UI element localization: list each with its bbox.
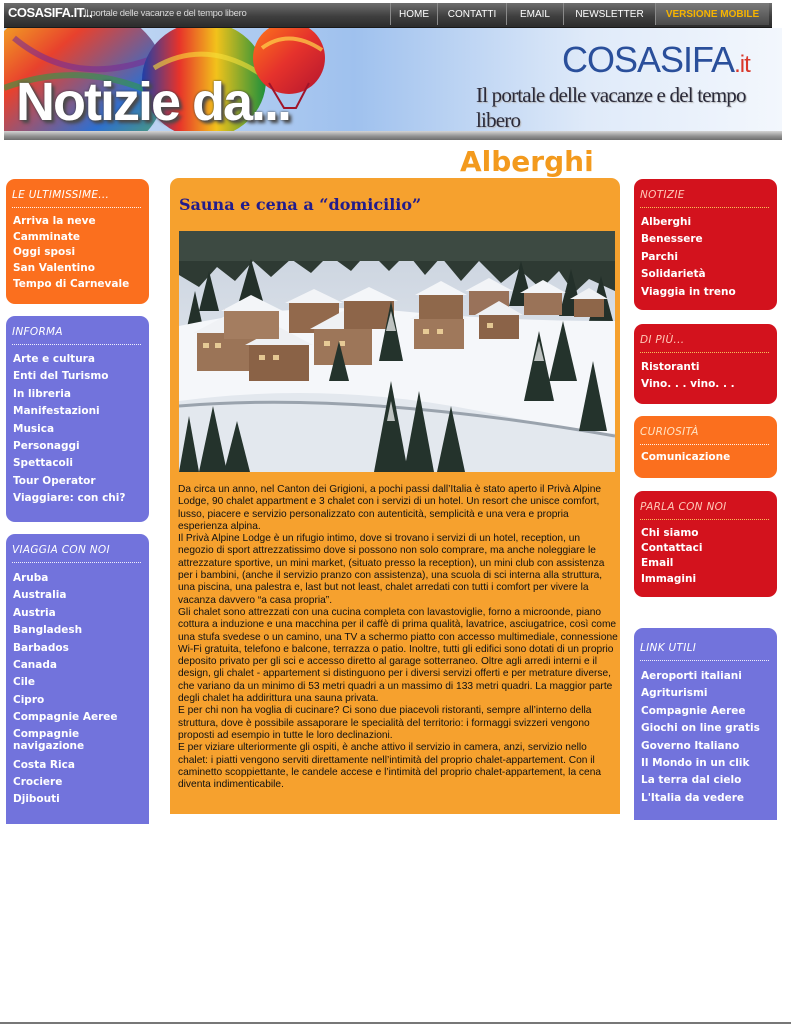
list-item[interactable]: Arte e cultura — [13, 353, 95, 365]
informa-box — [6, 316, 149, 522]
list-item[interactable]: Tempo di Carnevale — [13, 277, 130, 290]
list-item[interactable]: Cipro — [13, 693, 45, 706]
list-item[interactable]: Tour Operator — [13, 474, 96, 487]
article-paragraph: E per viziare ulteriormente gli ospiti, è anche attivo il servizio in camera, anzi, servizio nello chalet: i piatti vengono serviti direttamente nell’intimità del proprio chalet-appartement. Con il caminetto scoppiettante, le candele accese e l’intimità del proprio chalet-appartement, la cena diventa indimenticabile. — [178, 742, 602, 791]
article-title: Sauna e cena a “domicilio” — [179, 195, 422, 214]
list-item[interactable]: In libreria — [13, 387, 71, 400]
box-title: DI PIÙ... — [640, 334, 685, 346]
list-item[interactable]: Camminate — [13, 230, 80, 243]
list-item[interactable]: Solidarietà — [641, 268, 706, 281]
list-item[interactable]: Cile — [13, 676, 36, 689]
banner-title: Notizie da... — [16, 72, 291, 132]
article-image-snowy-resort — [179, 231, 615, 472]
list-item[interactable]: Crociere — [13, 776, 63, 789]
article-paragraph: Il Privà Alpine Lodge è un rifugio intimo, dove si trovano i servizi di un hotel, reception, un negozio di sport attrezzatissimo dove si possono non solo comprare, ma anche noleggiare le attrezzature sportive, un mini market, (situato presso la reception), un mini club con assistenza per i bambini, (anche il servizio pranzo con assistenza), una scuola di sci interna alla struttura, una piscina, una palestra e, last but not least, chalet arredati con tutti i comfort per vivere la vacanza davvero “a casa propria”. — [178, 533, 605, 606]
curiosita-list — [641, 449, 730, 466]
section-title: Alberghi — [460, 145, 594, 178]
list-item[interactable]: Enti del Turismo — [13, 370, 109, 383]
ultimissime-list — [13, 214, 129, 293]
list-item[interactable]: Contattaci — [641, 542, 703, 555]
nav-versione-mobile-link[interactable]: VERSIONE MOBILE — [655, 3, 769, 25]
box-title: CURIOSITÀ — [640, 426, 699, 438]
link-utili-list — [641, 668, 760, 807]
box-title: INFORMA — [12, 326, 63, 338]
box-title: VIAGGIA CON NOI — [12, 544, 110, 556]
nav-contatti-link[interactable]: CONTATTI — [437, 3, 506, 25]
list-item[interactable]: Immagini — [641, 572, 697, 585]
list-item[interactable]: Costa Rica — [13, 758, 75, 771]
box-divider — [640, 207, 769, 208]
list-item[interactable]: Compagnie Aeree — [13, 711, 118, 724]
box-title: LINK UTILI — [640, 642, 697, 654]
list-item[interactable]: Giochi on line gratis — [641, 722, 760, 735]
list-item[interactable]: Compagnie Aeree — [641, 704, 746, 717]
list-item[interactable]: Aruba — [13, 572, 49, 584]
list-item[interactable]: Bangladesh — [13, 624, 83, 637]
nav-home-link[interactable]: HOME — [390, 3, 437, 25]
article-paragraph: E per chi non ha voglia di cucinare? Ci sono due piacevoli ristoranti, sempre all’interno della struttura, dove è possibile assaporare le specialità del territorio: i formaggi svizzeri vengono proposti ad esempio in tutte le loro declinazioni. — [178, 705, 592, 741]
brand-name: COSASIFA — [562, 39, 735, 80]
di-piu-box — [634, 324, 777, 404]
list-item[interactable]: Djibouti — [13, 793, 60, 806]
top-logo[interactable]: COSASIFA.IT... — [8, 5, 93, 20]
list-item[interactable]: Spettacoli — [13, 457, 73, 470]
brand-subtitle: Il portale delle vacanze e del tempo libero — [476, 83, 746, 132]
notizie-box — [634, 179, 777, 310]
list-item[interactable]: Viaggiare: con chi? — [13, 492, 126, 505]
list-item[interactable]: Musica — [13, 422, 55, 435]
list-item[interactable]: Manifestazioni — [13, 405, 100, 418]
box-divider — [640, 519, 769, 520]
nav-newsletter-link[interactable]: NEWSLETTER — [563, 3, 655, 25]
box-divider — [12, 562, 141, 563]
list-item[interactable]: Governo Italiano — [641, 739, 740, 752]
list-item[interactable]: Austria — [13, 606, 56, 619]
list-item[interactable]: Personaggi — [13, 440, 80, 453]
box-title: NOTIZIE — [640, 189, 685, 201]
list-item[interactable]: Ristoranti — [641, 361, 700, 373]
list-item[interactable]: Australia — [13, 589, 67, 602]
informa-list — [13, 351, 125, 508]
parla-list — [641, 526, 702, 587]
list-item[interactable]: Comunicazione — [641, 451, 731, 463]
list-item[interactable]: Il Mondo in un clik — [641, 757, 750, 770]
list-item[interactable]: Compagnie navigazione — [13, 727, 85, 752]
list-item[interactable]: Canada — [13, 659, 57, 672]
box-divider — [12, 207, 141, 208]
brand-suffix: .it — [734, 51, 750, 78]
list-item[interactable]: Vino. . . vino. . . — [641, 378, 735, 391]
list-item[interactable]: Oggi sposi — [13, 246, 76, 259]
viaggia-list — [13, 570, 131, 809]
list-item[interactable]: Chi siamo — [641, 527, 699, 539]
article-body — [178, 484, 618, 791]
list-item[interactable]: Benessere — [641, 233, 703, 246]
list-item[interactable]: Parchi — [641, 250, 678, 263]
list-item[interactable]: Aeroporti italiani — [641, 670, 742, 682]
box-divider — [640, 444, 769, 445]
list-item[interactable]: Alberghi — [641, 216, 692, 228]
top-tagline: Il portale delle vacanze e del tempo libero — [84, 8, 247, 19]
box-title: PARLA CON NOI — [640, 501, 727, 513]
list-item[interactable]: Viaggia in treno — [641, 285, 736, 298]
box-title: LE ULTIMISSIME... — [12, 189, 110, 201]
link-utili-box — [634, 628, 777, 820]
list-item[interactable]: L'Italia da vedere — [641, 791, 745, 804]
box-divider — [640, 660, 769, 661]
viaggia-con-noi-box — [6, 534, 149, 824]
list-item[interactable]: La terra dal cielo — [641, 774, 742, 787]
list-item[interactable]: Agriturismi — [641, 687, 708, 700]
list-item[interactable]: Email — [641, 557, 674, 570]
ultimissime-box — [6, 179, 149, 304]
list-item[interactable]: Arriva la neve — [13, 215, 96, 227]
curiosita-box — [634, 416, 777, 478]
article-paragraph: Gli chalet sono attrezzati con una cucina completa con lavastoviglie, forno a microonde, piano cottura a induzione e una macchina per il caffè di prima qualità, lavatrice, asciugatrice, così come una stufa svedese o un camino, una TV a schermo piatto con accesso multimediale, connessione Wi-Fi gratuita, telefono e balcone, terrazza o patio. Inoltre, tutti gli edifici sono dotati di un proprio deposito privato per gli sci e accesso diretto al garage sotterraneo. Oltre agli arredi interni e il design, gli chalet - appartement si distinguono per i diversi servizi offerti e per metrature diverse, che variano da un minimo di 53 metri quadri a un massimo di 133 metri quadri. La maggior parte degli chalet ha addirittura una sauna privata. — [178, 606, 618, 705]
di-piu-list — [641, 359, 735, 394]
parla-con-noi-box — [634, 491, 777, 597]
list-item[interactable]: San Valentino — [13, 262, 95, 275]
nav-email-link[interactable]: EMAIL — [506, 3, 563, 25]
box-divider — [640, 352, 769, 353]
article-paragraph: Da circa un anno, nel Canton dei Grigioni, a pochi passi dall’Italia è stato aperto il Privà Alpine Lodge, 90 chalet appartment e 3 chalet con i servizi di un hotel. Un resort che unisce comfort, lusso, piacere e servizio personalizzato con autenticità, semplicità e una vera e propria esperienza alpina. — [178, 484, 602, 532]
list-item[interactable]: Barbados — [13, 641, 69, 654]
brand-logo[interactable] — [562, 40, 750, 85]
box-divider — [12, 344, 141, 345]
notizie-list — [641, 214, 736, 301]
resort-illustration — [179, 231, 615, 472]
